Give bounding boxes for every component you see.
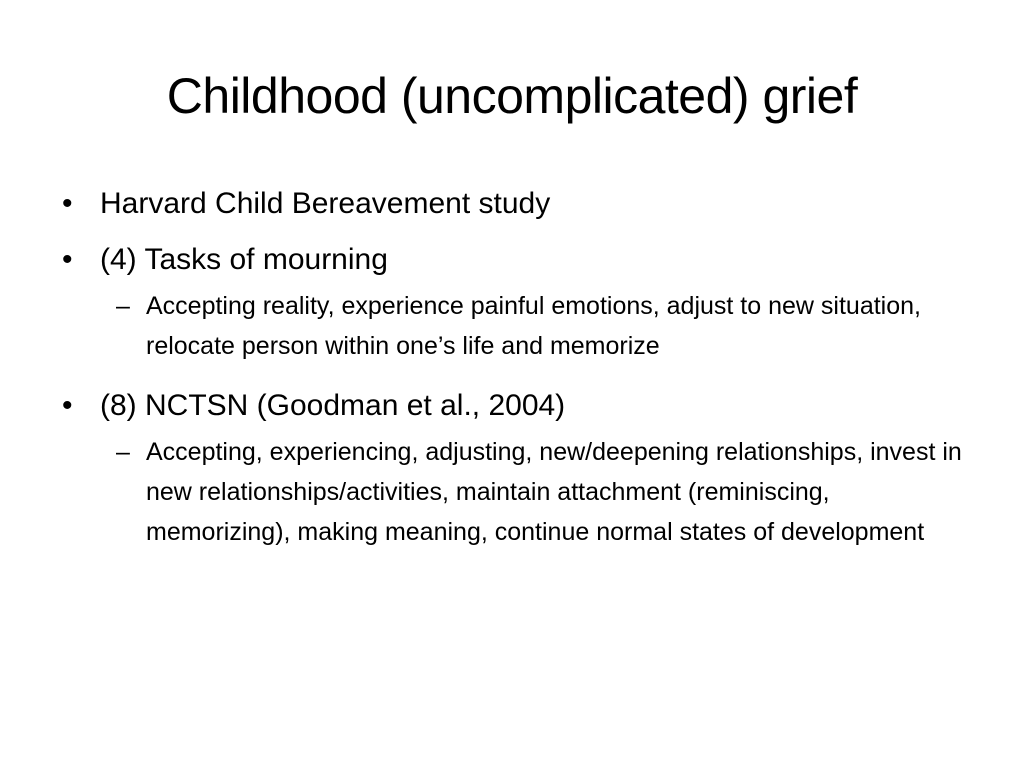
sub-bullet-marker: –: [116, 292, 130, 320]
bullet-marker: •: [62, 389, 73, 422]
sub-bullet-text: Accepting reality, experience painful emotions, adjust to new situation, relocate person within one’s life and memorize: [146, 292, 921, 360]
bullet-item: [58, 386, 968, 426]
slide-content: [58, 184, 968, 572]
bullet-marker: •: [62, 187, 73, 220]
sub-bullet-item: [58, 286, 968, 366]
sub-bullet-marker: –: [116, 438, 130, 466]
bullet-marker: •: [62, 243, 73, 276]
bullet-text: (4) Tasks of mourning: [100, 243, 388, 276]
bullet-item: [58, 184, 968, 224]
bullet-text: Harvard Child Bereavement study: [100, 187, 551, 220]
bullet-item: [58, 240, 968, 280]
slide-title: Childhood (uncomplicated) grief: [166, 68, 858, 124]
sub-bullet-text: Accepting, experiencing, adjusting, new/deepening relationships, invest in new relationships/activities, maintain attachment (reminiscing, memorizing), making meaning, continue normal states of development: [146, 438, 962, 546]
bullet-text: (8) NCTSN (Goodman et al., 2004): [100, 389, 566, 422]
sub-bullet-item: [58, 432, 968, 552]
